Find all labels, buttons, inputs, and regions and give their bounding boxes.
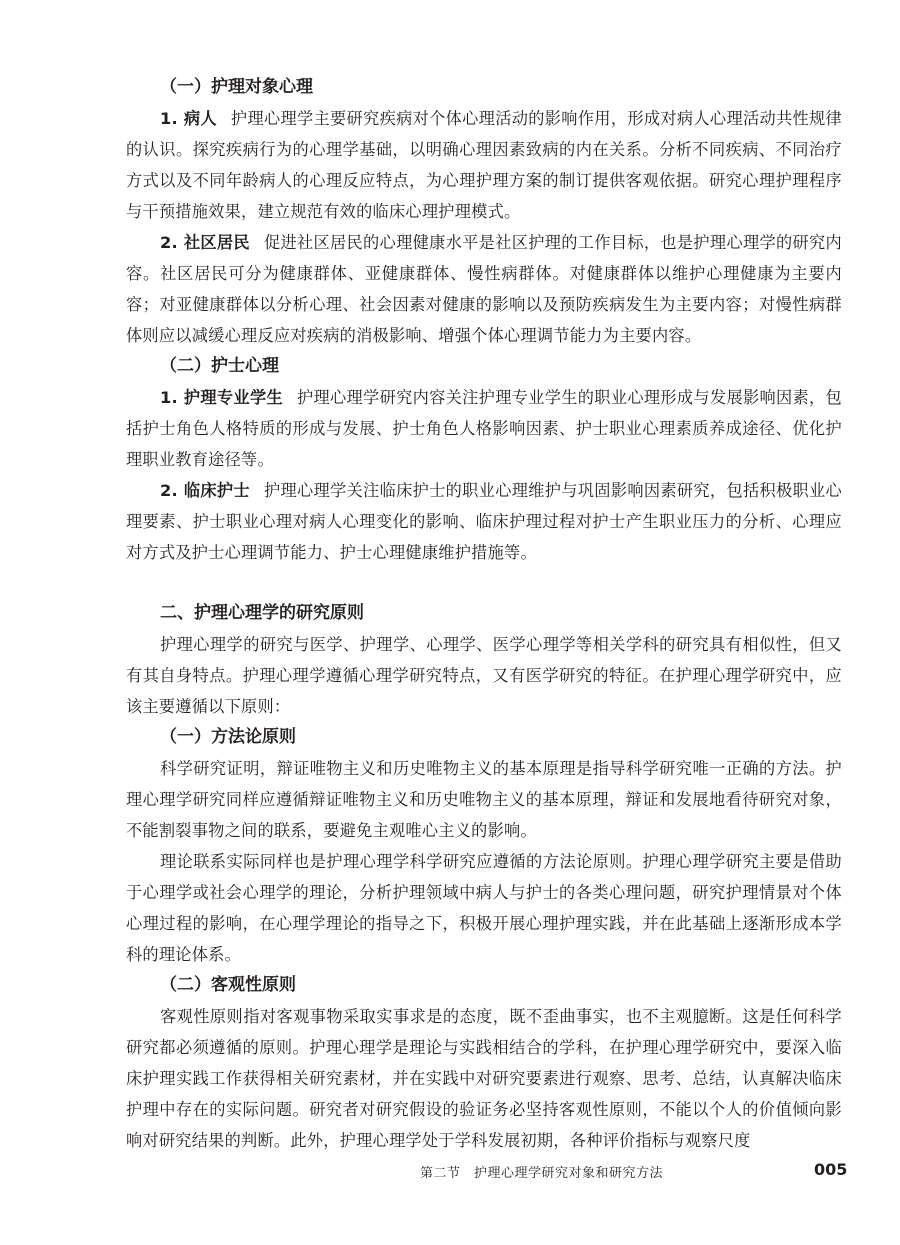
page-number: 005 <box>814 1160 848 1179</box>
paragraph-methodology-1: 科学研究证明，辩证唯物主义和历史唯物主义的基本原理是指导科学研究唯一正确的方法。护理心理学研究同样应遵循辩证唯物主义和历史唯物主义的基本原理，辩证和发展地看待研究对象，不能割裂事物之间的联系，要避免主观唯心主义的影响。 <box>126 759 842 840</box>
section-heading-research-principles: 二、护理心理学的研究原则 <box>160 603 364 623</box>
paragraph-text: 促进社区居民的心理健康水平是社区护理的工作目标，也是护理心理学的研究内容。社区居民可分为健康群体、亚健康群体、慢性病群体。对健康群体以维护心理健康为主要内容；对亚健康群体以分析心理、社会因素对健康的影响以及预防疾病发生为主要内容；对慢性病群体则应以减缓心理反应对疾病的消极影响、增强个体心理调节能力为主要内容。 <box>126 233 842 345</box>
paragraph-nursing-students <box>126 382 842 475</box>
paragraph-lead: 1. 护理专业学生 <box>160 388 283 407</box>
paragraph-community <box>126 227 842 351</box>
running-footer-title: 第二节 护理心理学研究对象和研究方法 <box>420 1166 664 1181</box>
paragraph-patients <box>126 103 842 227</box>
page-footer <box>0 1162 900 1186</box>
paragraph-text: 护理心理学主要研究疾病对个体心理活动的影响作用，形成对病人心理活动共性规律的认识。探究疾病行为的心理学基础，以明确心理因素致病的内在关系。分析不同疾病、不同治疗方式以及不同年龄病人的心理反应特点，为心理护理方案的制订提供客观依据。研究心理护理程序与干预措施效果，建立规范有效的临床心理护理模式。 <box>126 109 842 221</box>
page-body <box>126 72 842 1156</box>
paragraph-lead: 2. 社区居民 <box>160 233 250 252</box>
paragraph-principles-intro: 护理心理学的研究与医学、护理学、心理学、医学心理学等相关学科的研究具有相似性，但又有其自身特点。护理心理学遵循心理学研究特点，又有医学研究的特征。在护理心理学研究中，应该主要遵循以下原则： <box>126 635 842 716</box>
section-heading-nurse-psychology: （二）护士心理 <box>160 356 279 376</box>
paragraph-text: 护理心理学关注临床护士的职业心理维护与巩固影响因素研究，包括积极职业心理要素、护士职业心理对病人心理变化的影响、临床护理过程对护士产生职业压力的分析、心理应对方式及护士心理调节能力、护士心理健康维护措施等。 <box>126 481 842 562</box>
paragraph-text: 护理心理学研究内容关注护理专业学生的职业心理形成与发展影响因素，包括护士角色人格特质的形成与发展、护士角色人格影响因素、护士职业心理素质养成途径、优化护理职业教育途径等。 <box>126 388 842 469</box>
section-heading-patient-psychology: （一）护理对象心理 <box>160 77 313 97</box>
section-heading-objectivity: （二）客观性原则 <box>160 975 296 995</box>
paragraph-clinical-nurses <box>126 475 842 568</box>
paragraph-lead: 2. 临床护士 <box>160 481 250 500</box>
paragraph-objectivity: 客观性原则指对客观事物采取实事求是的态度，既不歪曲事实，也不主观臆断。这是任何科学研究都必须遵循的原则。护理心理学是理论与实践相结合的学科，在护理心理学研究中，要深入临床护理实践工作获得相关研究素材，并在实践中对研究要素进行观察、思考、总结，认真解决临床护理中存在的实际问题。研究者对研究假设的验证务必坚持客观性原则，不能以个人的价值倾向影响对研究结果的判断。此外，护理心理学处于学科发展初期，各种评价指标与观察尺度 <box>126 1007 842 1150</box>
paragraph-methodology-2: 理论联系实际同样也是护理心理学科学研究应遵循的方法论原则。护理心理学研究主要是借助于心理学或社会心理学的理论，分析护理领域中病人与护士的各类心理问题，研究护理情景对个体心理过程的影响，在心理学理论的指导之下，积极开展心理护理实践，并在此基础上逐渐形成本学科的理论体系。 <box>126 852 842 964</box>
paragraph-lead: 1. 病人 <box>160 109 217 128</box>
section-heading-methodology: （一）方法论原则 <box>160 727 296 747</box>
